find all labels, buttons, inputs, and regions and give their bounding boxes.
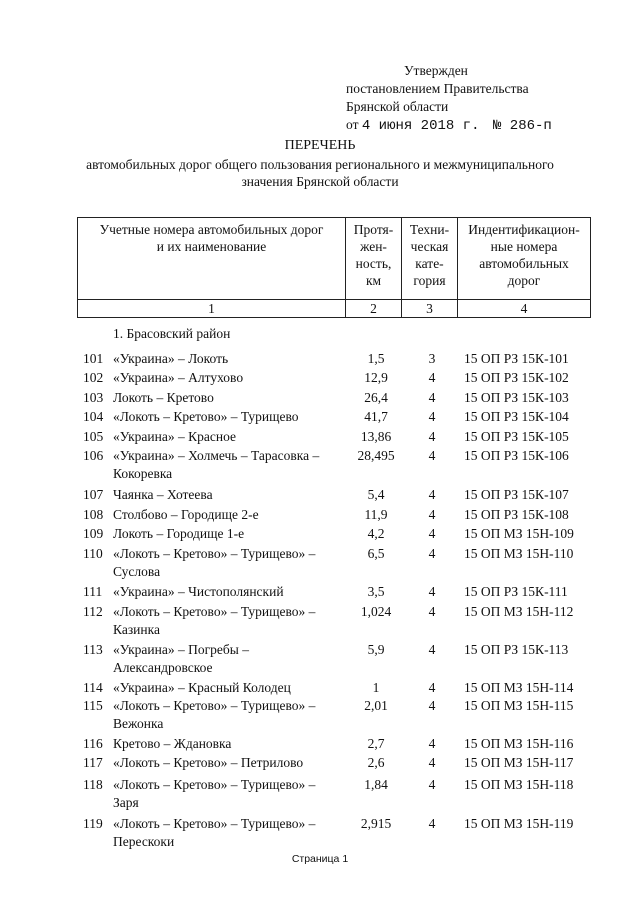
header-number-2: 2 xyxy=(346,300,402,318)
road-length: 1,5 xyxy=(367,351,385,366)
road-category: 4 xyxy=(428,777,436,792)
approval-date-prefix: от xyxy=(346,117,359,132)
road-identifier: 15 ОП РЗ 15К-103 xyxy=(464,390,569,405)
table-header xyxy=(77,217,591,318)
road-name xyxy=(113,776,333,812)
road-category: 4 xyxy=(428,448,436,463)
header-col-name-line: Учетные номера автомобильных дорог xyxy=(99,222,324,237)
road-category: 4 xyxy=(428,546,436,561)
road-category: 4 xyxy=(428,409,436,424)
road-number: 105 xyxy=(83,429,104,444)
road-number: 115 xyxy=(83,698,103,713)
road-identifier: 15 ОП МЗ 15Н-118 xyxy=(464,777,574,792)
road-number: 116 xyxy=(83,736,103,751)
road-identifier: 15 ОП РЗ 15К-108 xyxy=(464,507,569,522)
road-category: 4 xyxy=(428,698,436,713)
road-length: 2,7 xyxy=(367,736,385,751)
header-col-length xyxy=(346,218,402,300)
road-name-line: Кокоревка xyxy=(113,466,173,481)
road-category: 4 xyxy=(428,755,436,770)
road-category: 4 xyxy=(428,487,436,502)
road-number: 103 xyxy=(83,390,104,405)
road-name xyxy=(113,486,333,504)
road-name xyxy=(113,408,333,426)
road-name-line: «Локоть – Кретово» – Турищево» – xyxy=(113,698,316,713)
road-name-line: Кретово – Ждановка xyxy=(113,736,232,751)
header-col-name-line: и их наименование xyxy=(156,239,267,254)
road-name-line: «Украина» – Холмечь – Тарасовка – xyxy=(113,448,320,463)
road-length: 3,5 xyxy=(367,584,385,599)
road-identifier: 15 ОП РЗ 15К-111 xyxy=(464,584,568,599)
approval-line-2: постановлением Правительства xyxy=(346,81,529,96)
road-identifier: 15 ОП МЗ 15Н-110 xyxy=(464,546,574,561)
road-length: 26,4 xyxy=(364,390,388,405)
road-identifier: 15 ОП РЗ 15К-106 xyxy=(464,448,569,463)
road-number: 112 xyxy=(83,604,103,619)
approval-line-1: Утвержден xyxy=(404,63,468,78)
road-number: 118 xyxy=(83,777,103,792)
road-length: 11,9 xyxy=(364,507,388,522)
road-category: 4 xyxy=(428,390,436,405)
road-length: 2,6 xyxy=(367,755,385,770)
road-identifier: 15 ОП МЗ 15Н-109 xyxy=(464,526,574,541)
road-category: 4 xyxy=(428,370,436,385)
road-length: 5,9 xyxy=(367,642,385,657)
road-number: 104 xyxy=(83,409,104,424)
header-col-length-line: км xyxy=(365,273,382,288)
header-col-id-line: дорог xyxy=(507,273,541,288)
road-name-line: Казинка xyxy=(113,622,160,637)
road-identifier: 15 ОП РЗ 15К-107 xyxy=(464,487,569,502)
header-col-id-line: Индентификацион- xyxy=(468,222,580,237)
road-number: 102 xyxy=(83,370,104,385)
road-identifier: 15 ОП РЗ 15К-104 xyxy=(464,409,569,424)
approval-line-3: Брянской области xyxy=(346,99,449,114)
header-col-id-line: ные номера xyxy=(490,239,558,254)
road-name xyxy=(113,735,333,753)
header-col-length-line: жен- xyxy=(360,239,387,254)
road-identifier: 15 ОП МЗ 15Н-117 xyxy=(464,755,574,770)
header-col-name xyxy=(78,218,346,300)
road-name-line: «Украина» – Алтухово xyxy=(113,370,244,385)
road-name xyxy=(113,350,333,368)
road-name xyxy=(113,545,333,581)
road-name-line: «Украина» – Локоть xyxy=(113,351,229,366)
header-col-category xyxy=(402,218,458,300)
road-name-line: Вежонка xyxy=(113,716,164,731)
road-name-line: Суслова xyxy=(113,564,161,579)
road-category: 3 xyxy=(428,351,436,366)
road-name-line: Локоть – Городище 1-е xyxy=(113,526,245,541)
road-category: 4 xyxy=(428,816,436,831)
subtitle-line-1: автомобильных дорог общего пользования регионального и межмуниципального xyxy=(86,157,554,172)
header-col-length-line: Протя- xyxy=(353,222,394,237)
road-category: 4 xyxy=(428,736,436,751)
road-name xyxy=(113,754,333,772)
road-name xyxy=(113,641,333,677)
document-title: ПЕРЕЧЕНЬ xyxy=(284,138,356,153)
road-number: 117 xyxy=(83,755,103,770)
road-name xyxy=(113,506,333,524)
road-number: 107 xyxy=(83,487,104,502)
approval-block xyxy=(346,62,552,135)
road-name xyxy=(113,369,333,387)
road-name xyxy=(113,447,333,483)
road-name-line: «Локоть – Кретово» – Турищево» – xyxy=(113,777,316,792)
road-name xyxy=(113,389,333,407)
road-identifier: 15 ОП РЗ 15К-101 xyxy=(464,351,569,366)
document-subtitle xyxy=(0,156,640,190)
header-col-category-line: гория xyxy=(413,273,446,288)
road-length: 4,2 xyxy=(367,526,385,541)
road-number: 110 xyxy=(83,546,103,561)
header-col-id-line: автомобильных xyxy=(479,256,569,271)
road-identifier: 15 ОП МЗ 15Н-112 xyxy=(464,604,574,619)
road-name-line: «Украина» – Чистополянский xyxy=(113,584,284,599)
approval-number: № 286-п xyxy=(492,118,552,134)
road-category: 4 xyxy=(428,507,436,522)
road-number: 108 xyxy=(83,507,104,522)
approval-date-line xyxy=(346,116,552,135)
header-number-3: 3 xyxy=(402,300,458,318)
road-name-line: Чаянка – Хотеева xyxy=(113,487,213,502)
road-name-line: Александровское xyxy=(113,660,213,675)
road-name-line: «Украина» – Красный Колодец xyxy=(113,680,291,695)
road-identifier: 15 ОП РЗ 15К-105 xyxy=(464,429,569,444)
road-length: 6,5 xyxy=(367,546,385,561)
road-name-line: «Украина» – Погребы – xyxy=(113,642,249,657)
road-number: 109 xyxy=(83,526,104,541)
road-category: 4 xyxy=(428,526,436,541)
header-col-category-line: Техни- xyxy=(409,222,450,237)
road-number: 106 xyxy=(83,448,104,463)
road-name-line: «Локоть – Кретово» – Турищево» – xyxy=(113,816,316,831)
road-identifier: 15 ОП РЗ 15К-113 xyxy=(464,642,569,657)
road-name xyxy=(113,603,333,639)
road-number: 111 xyxy=(83,584,103,599)
road-number: 114 xyxy=(83,680,103,695)
road-category: 4 xyxy=(428,680,436,695)
road-identifier: 15 ОП РЗ 15К-102 xyxy=(464,370,569,385)
subtitle-line-2: значения Брянской области xyxy=(241,174,399,189)
road-category: 4 xyxy=(428,642,436,657)
header-col-length-line: ность, xyxy=(355,256,392,271)
page-footer: Страница 1 xyxy=(291,853,349,865)
road-length: 28,495 xyxy=(357,448,395,463)
road-identifier: 15 ОП МЗ 15Н-115 xyxy=(464,698,574,713)
header-col-category-line: ческая xyxy=(410,239,449,254)
road-name-line: Локоть – Кретово xyxy=(113,390,214,405)
header-number-1: 1 xyxy=(78,300,346,318)
road-number: 113 xyxy=(83,642,103,657)
road-name xyxy=(113,679,333,697)
road-name-line: «Локоть – Кретово» – Турищево xyxy=(113,409,299,424)
header-col-category-line: кате- xyxy=(415,256,444,271)
approval-date: 4 июня 2018 г. xyxy=(361,118,480,134)
road-length: 5,4 xyxy=(367,487,385,502)
road-name-line: Столбово – Городище 2-е xyxy=(113,507,259,522)
road-name-line: «Локоть – Кретово» – Турищево» – xyxy=(113,604,316,619)
road-name-line: Заря xyxy=(113,795,139,810)
road-category: 4 xyxy=(428,429,436,444)
road-name xyxy=(113,525,333,543)
road-length: 12,9 xyxy=(364,370,388,385)
road-length: 1,84 xyxy=(364,777,388,792)
district-heading: 1. Брасовский район xyxy=(113,326,231,341)
road-length: 1 xyxy=(372,680,380,695)
road-name xyxy=(113,428,333,446)
road-category: 4 xyxy=(428,604,436,619)
road-name xyxy=(113,697,333,733)
road-category: 4 xyxy=(428,584,436,599)
header-number-4: 4 xyxy=(458,300,591,318)
road-length: 41,7 xyxy=(364,409,388,424)
road-name-line: Перескоки xyxy=(113,834,175,849)
road-length: 13,86 xyxy=(360,429,392,444)
road-identifier: 15 ОП МЗ 15Н-116 xyxy=(464,736,574,751)
road-name-line: «Украина» – Красное xyxy=(113,429,236,444)
road-number: 119 xyxy=(83,816,103,831)
road-identifier: 15 ОП МЗ 15Н-119 xyxy=(464,816,574,831)
header-col-id xyxy=(458,218,591,300)
road-name xyxy=(113,815,333,851)
road-name-line: «Локоть – Кретово» – Турищево» – xyxy=(113,546,316,561)
road-number: 101 xyxy=(83,351,104,366)
road-name xyxy=(113,583,333,601)
road-length: 2,01 xyxy=(364,698,388,713)
road-length: 1,024 xyxy=(360,604,392,619)
road-identifier: 15 ОП МЗ 15Н-114 xyxy=(464,680,574,695)
road-name-line: «Локоть – Кретово» – Петрилово xyxy=(113,755,304,770)
road-length: 2,915 xyxy=(360,816,392,831)
